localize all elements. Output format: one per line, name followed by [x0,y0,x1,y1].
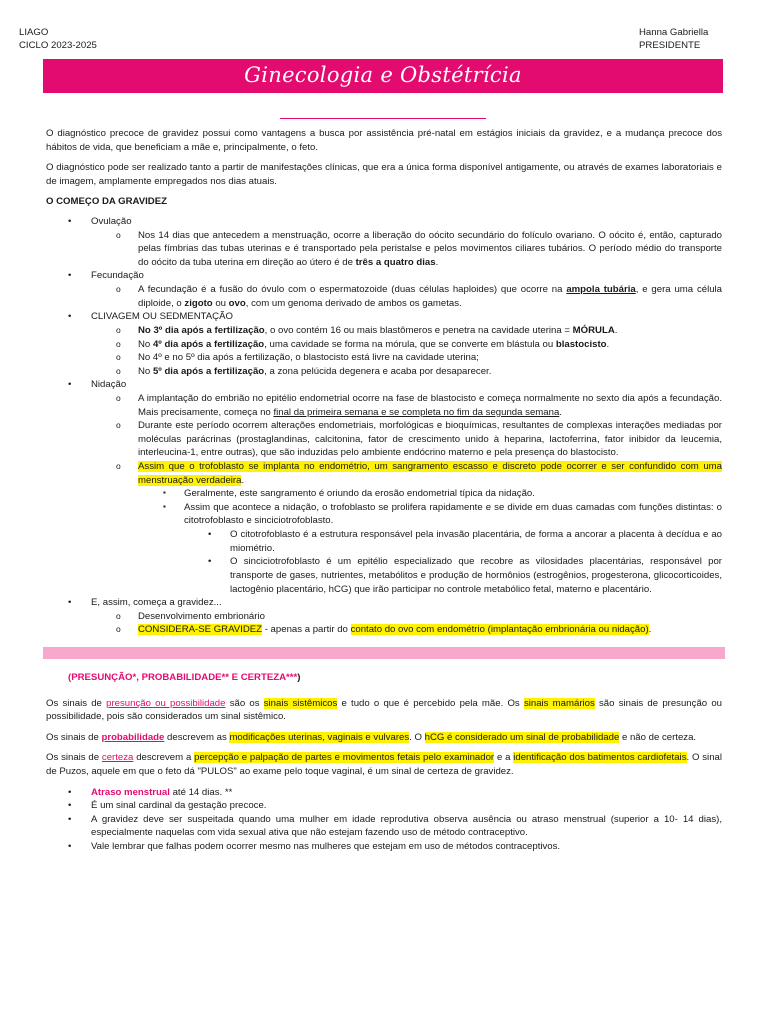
list-item-cytotrophoblast: • O citotrofoblasto é a estrutura responsável pela invasão placentária, de forma a ancorar a placenta à decídua e ao miométrio. [208,529,722,554]
header-role: PRESIDENTE [639,39,701,51]
list-item-clivagem-day4: o No 4º dia após a fertilização, uma cavidade se forma na mórula, que se converte em blástula ou blastocisto. [116,338,610,350]
signs-heading: (PRESUNÇÃO*, PROBABILIDADE** E CERTEZA***) [68,671,301,683]
list-item-gravidez: • E, assim, começa a gravidez... [68,597,222,609]
bullet-icon: • [68,813,72,825]
list-item-clivagem: • CLIVAGEM OU SEDMENTAÇÃO [68,311,233,323]
bullet-icon: • [68,597,72,609]
list-item-clivagem-day3: o No 3º dia após a fertilização, o ovo contém 16 ou mais blastômeros e penetra na cavidade uterina = MÓRULA. [116,324,618,336]
signs-presumption-paragraph: Os sinais de presunção ou possibilidade são os sinais sistêmicos e tudo o que é percebido pela mãe. Os sinais mamários são sinais de presunção ou possibilidade, pois são considerados um sinal sistêmico. [46,697,722,723]
header-cycle: CICLO 2023-2025 [19,39,97,51]
square-bullet-icon: ▪ [163,501,166,511]
signs-probability-paragraph: Os sinais de probabilidade descrevem as modificações uterinas, vaginais e vulvares. O hCG é considerado um sinal de probabilidade e não de certeza. [46,731,697,743]
bullet-icon: • [68,311,72,323]
list-item-ovulacao: • Ovulação [68,216,132,228]
title-divider [280,118,486,119]
circle-bullet-icon: o [116,324,121,335]
square-bullet-icon: ▪ [163,488,166,498]
bullet-icon: • [68,786,72,798]
title-banner [43,59,723,93]
list-item-cardinal-sign: • É um sinal cardinal da gestação precoce. [68,800,267,812]
bullet-icon: • [68,379,72,391]
bullet-icon: • [208,556,212,568]
page-title: Ginecologia e Obstétrícia [244,63,522,88]
list-item-nidacao-timing: o A implantação do embrião no epitélio endometrial ocorre na fase de blastocisto e começa normalmente no sexto dia após a fecundação. Mais precisamente, começa no final da primeira semana e se completa no fim da segunda semana. [116,392,722,418]
circle-bullet-icon: o [116,365,121,376]
header-org: LIAGO [19,27,49,38]
header-right [639,27,708,53]
intro-paragraph-2: O diagnóstico pode ser realizado tanto a partir de manifestações clínicas, que era a única forma disponível antigamente, ou através de exames laboratoriais e de imagem, amplamente empregados nos dias atuais. [46,162,722,187]
bullet-icon: • [68,270,72,282]
list-item-bleeding-origin: ▪ Geralmente, este sangramento é oriundo da erosão endometrial típica da nidação. [163,488,535,500]
bullet-icon: • [68,841,72,853]
list-item-contraceptive-failure: • Vale lembrar que falhas podem ocorrer mesmo nas mulheres que estejam em uso de métodos contraceptivos. [68,841,561,853]
circle-bullet-icon: o [116,624,121,635]
circle-bullet-icon: o [116,392,121,403]
bullet-icon: • [68,216,72,228]
list-item-fecundacao: • Fecundação [68,270,144,282]
circle-bullet-icon: o [116,229,121,240]
bullet-icon: • [68,800,72,812]
list-item-embryonic-development: o Desenvolvimento embrionário [116,610,265,622]
circle-bullet-icon: o [116,461,121,472]
pregnancy-start-list [46,215,722,637]
list-item-pregnancy-definition: o CONSIDERA-SE GRAVIDEZ - apenas a partir do contato do ovo com endométrio (implantação embrionária ou nidação). [116,624,652,636]
intro-paragraph-1: O diagnóstico precoce de gravidez possui como vantagens a busca por assistência pré-natal em estágios iniciais da gravidez, e a mudança precoce dos hábitos de vida, que beneficiam a mãe e, principalmente, o feto. [46,128,722,153]
list-item-suspicion: • A gravidez deve ser suspeitada quando uma mulher em idade reprodutiva observa ausência ou atraso menstrual (superior a 10- 14 dias), especialmente naquelas com vida sexual ativa que não estejam fazendo uso de método contraceptivo. [68,813,722,839]
list-item-clivagem-day4-5: o No 4º e no 5º dia após a fertilização, o blastocisto está livre na cavidade uterina; [116,352,479,364]
circle-bullet-icon: o [116,338,121,349]
header-left [19,27,97,53]
menstrual-delay-list [46,786,722,854]
list-item-fecundacao-detail: o A fecundação é a fusão do óvulo com o espermatozoide (duas células haploides) que ocorre na ampola tubária, e gera uma célula diploide, o zigoto ou ovo, com um genoma derivado de ambos os gametas. [116,284,723,309]
list-item-menstrual-delay: • Atraso menstrual até 14 dias. ** [68,786,233,798]
list-item-nidacao: • Nidação [68,379,127,391]
section-heading: O COMEÇO DA GRAVIDEZ [46,196,167,208]
circle-bullet-icon: o [116,284,121,295]
list-item-syncytiotrophoblast: • O sinciciotrofoblasto é um epitélio especializado que recobre as vilosidades placentárias, responsável por transporte de gases, nutrientes, metabólitos e produção de hormônios (estrogênios, progesterona, glicocorticoides, lactogênio placentário, hCG) que irão participar no controle metabólico fetal, materno e placentário. [208,556,722,595]
document-body [46,127,722,854]
list-item-ovulacao-detail: o Nos 14 dias que antecedem a menstruação, ocorre a liberação do oócito secundário do folículo ovariano. O oócito é, então, capturado pelas fímbrias das tubas uterinas e é transportado pela peristalse e pelos movimentos ciliares tubários. O período médio do transporte do oócito da tuba uterina em direção ao útero é de três a quatro dias. [116,229,722,268]
list-item-nidacao-changes: o Durante este período ocorrem alterações endometriais, morfológicas e bioquímicas, resultantes de complexas interações mediadas por moléculas parácrinas (prostaglandinas, calcitonina, fator de crescimento unido à heparina, lactoferrina, fator inibidor da leucemia, interleucina-1, entre outras), que são induzidas pelo ambiente endócrino materno e pela presença do blastocisto. [116,420,722,459]
list-item-nidacao-bleeding: o Assim que o trofoblasto se implanta no endométrio, um sangramento escasso e discreto pode ocorrer e ser confundido com uma menstruação verdadeira. [116,461,722,486]
section-divider-bar [43,647,725,659]
signs-certainty-paragraph: Os sinais de certeza descrevem a percepção e palpação de partes e movimentos fetais pelo examinador e a identificação dos batimentos cardiofetais. O sinal de Puzos, aquele em que o feto dá "PULOS" ao exame pelo toque vaginal, é um sinal de certeza de gravidez. [46,752,722,777]
list-item-trophoblast: ▪ Assim que acontece a nidação, o trofoblasto se prolifera rapidamente e se divide em duas camadas com funções distintas: o citotrofoblasto e sinciciotrofoblasto. [163,501,722,527]
circle-bullet-icon: o [116,420,121,431]
list-item-clivagem-day5: o No 5º dia após a fertilização, a zona pelúcida degenera e acaba por desaparecer. [116,365,492,377]
circle-bullet-icon: o [116,610,121,621]
bullet-icon: • [208,529,212,541]
header-author: Hanna Gabriella [639,27,709,38]
circle-bullet-icon: o [116,352,121,363]
